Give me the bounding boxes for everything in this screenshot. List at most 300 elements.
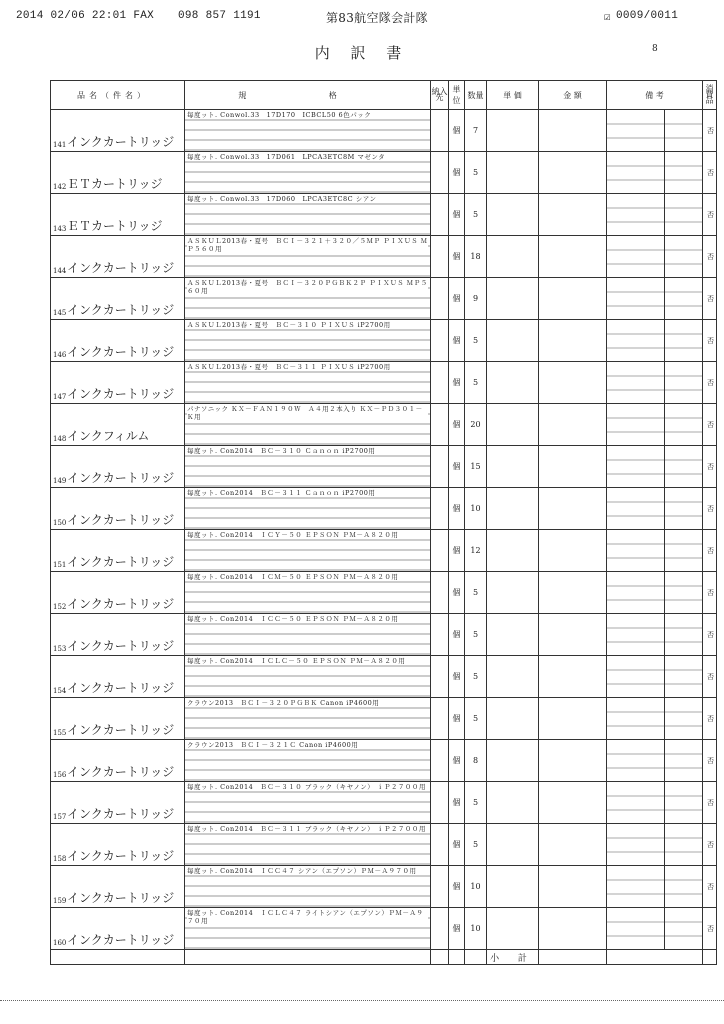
item-amount xyxy=(539,362,607,404)
item-notes-2 xyxy=(665,698,703,740)
item-qty: 10 xyxy=(465,908,487,950)
item-name: インクカートリッジ xyxy=(67,135,175,149)
col-unit: 単位 xyxy=(449,81,465,110)
item-price xyxy=(487,278,539,320)
item-unit: 個 xyxy=(449,866,465,908)
item-notes-2 xyxy=(665,908,703,950)
item-spec: 毎度ット. Con2014 ＢＣ－３１１ Ｃａｎｏｎ iP2700用 xyxy=(187,489,428,497)
item-number: 159 xyxy=(53,897,67,905)
item-name: インクカートリッジ xyxy=(67,723,175,737)
item-price xyxy=(487,614,539,656)
item-notes xyxy=(607,530,665,572)
item-amount xyxy=(539,194,607,236)
item-name-cell xyxy=(51,698,185,740)
item-name-cell xyxy=(51,908,185,950)
item-tax: 否 xyxy=(703,278,717,320)
item-name: インクカートリッジ xyxy=(67,681,175,695)
item-spec: クラウン2013 ＢＣＩ－３２１Ｃ Canon iP4600用 xyxy=(187,741,428,749)
item-qty: 5 xyxy=(465,824,487,866)
item-price xyxy=(487,572,539,614)
item-spec-cell xyxy=(185,530,431,572)
item-name: インクカートリッジ xyxy=(67,387,175,401)
item-spec-cell xyxy=(185,404,431,446)
item-notes-2 xyxy=(665,320,703,362)
item-spec: ＡＳＫＵＬ2013春・夏号 ＢＣＩ－３２１＋３２０／５ＭＰ ＰＩＸＵＳ ＭＰ５６０用 xyxy=(187,237,428,253)
item-amount xyxy=(539,110,607,152)
item-price xyxy=(487,152,539,194)
item-amount xyxy=(539,698,607,740)
item-spec: 毎度ット. Con2014 ＩＣＣ４７ シアン（エプソン）ＰＭ－Ａ９７０用 xyxy=(187,867,428,875)
item-spec: 毎度ット. Con2014 ＢＣ－３１０ ブラック（キヤノン） ｉＰ２７００用 xyxy=(187,783,428,791)
item-name-cell xyxy=(51,782,185,824)
item-amount xyxy=(539,572,607,614)
item-unit: 個 xyxy=(449,824,465,866)
item-price xyxy=(487,488,539,530)
item-spec: 毎度ット. Con2014 ＩＣＣ－５０ ＥＰＳＯＮ ＰＭ－Ａ８２０用 xyxy=(187,615,428,623)
table-row xyxy=(51,488,717,530)
item-unit: 個 xyxy=(449,698,465,740)
item-amount xyxy=(539,656,607,698)
item-name: インクカートリッジ xyxy=(67,345,175,359)
item-amount xyxy=(539,152,607,194)
item-name-cell xyxy=(51,404,185,446)
item-name-cell xyxy=(51,194,185,236)
item-number: 153 xyxy=(53,645,67,653)
item-spec: 毎度ット. Con2014 ＢＣ－３１０ Ｃａｎｏｎ iP2700用 xyxy=(187,447,428,455)
item-delivery xyxy=(431,278,449,320)
item-price xyxy=(487,908,539,950)
table-row xyxy=(51,320,717,362)
item-tax: 否 xyxy=(703,488,717,530)
item-delivery xyxy=(431,152,449,194)
item-spec-cell xyxy=(185,740,431,782)
item-unit: 個 xyxy=(449,362,465,404)
item-amount xyxy=(539,488,607,530)
item-notes-2 xyxy=(665,236,703,278)
item-tax: 否 xyxy=(703,782,717,824)
item-unit: 個 xyxy=(449,446,465,488)
item-spec: 毎度ット. Con2014 ＢＣ－３１１ ブラック（キヤノン） ｉＰ２７００用 xyxy=(187,825,428,833)
item-tax: 否 xyxy=(703,698,717,740)
item-spec: 毎度ット. Con2014 ＩＣＭ－５０ ＥＰＳＯＮ ＰＭ－Ａ８２０用 xyxy=(187,573,428,581)
item-unit: 個 xyxy=(449,614,465,656)
item-notes-2 xyxy=(665,152,703,194)
item-number: 154 xyxy=(53,687,67,695)
item-name: インクカートリッジ xyxy=(67,639,175,653)
item-notes xyxy=(607,320,665,362)
item-name-cell xyxy=(51,278,185,320)
item-tax: 否 xyxy=(703,530,717,572)
item-spec: 毎度ット. Conwol.33 17D060 LPCA3ETC8C シアン xyxy=(187,195,428,203)
item-name: インクカートリッジ xyxy=(67,891,175,905)
item-notes-2 xyxy=(665,194,703,236)
item-spec: 毎度ット. Con2014 ＩＣＬＣ－５０ ＥＰＳＯＮ ＰＭ－Ａ８２０用 xyxy=(187,657,428,665)
item-name: インクカートリッジ xyxy=(67,513,175,527)
subtotal-row xyxy=(51,950,717,965)
item-name-cell xyxy=(51,320,185,362)
table-row xyxy=(51,194,717,236)
item-notes xyxy=(607,572,665,614)
item-amount xyxy=(539,866,607,908)
item-spec: ＡＳＫＵＬ2013春・夏号 ＢＣ－３１０ ＰＩＸＵＳ iP2700用 xyxy=(187,321,428,329)
col-amount: 金 額 xyxy=(539,81,607,110)
item-spec: 毎度ット. Conwol.33 17D170 ICBCL50 6色パック xyxy=(187,111,428,119)
item-delivery xyxy=(431,530,449,572)
item-number: 141 xyxy=(53,141,67,149)
item-notes-2 xyxy=(665,530,703,572)
item-qty: 20 xyxy=(465,404,487,446)
item-unit: 個 xyxy=(449,236,465,278)
col-tiny: 納入先 xyxy=(431,81,449,110)
item-notes-2 xyxy=(665,740,703,782)
item-amount xyxy=(539,236,607,278)
item-qty: 5 xyxy=(465,698,487,740)
item-delivery xyxy=(431,698,449,740)
item-spec: クラウン2013 ＢＣＩ－３２０ＰＧＢＫ Canon iP4600用 xyxy=(187,699,428,707)
item-notes xyxy=(607,908,665,950)
item-amount xyxy=(539,530,607,572)
item-tax: 否 xyxy=(703,866,717,908)
table-row xyxy=(51,614,717,656)
item-unit: 個 xyxy=(449,152,465,194)
item-spec: 毎度ット. Con2014 ＩＣＬＣ４７ ライトシアン（エプソン）ＰＭ－Ａ９７０用 xyxy=(187,909,428,925)
item-tax: 否 xyxy=(703,446,717,488)
item-spec-cell xyxy=(185,110,431,152)
item-delivery xyxy=(431,572,449,614)
item-number: 144 xyxy=(53,267,67,275)
page-number: 8 xyxy=(652,44,658,54)
item-tax: 否 xyxy=(703,194,717,236)
item-number: 143 xyxy=(53,225,67,233)
item-name: インクカートリッジ xyxy=(67,807,175,821)
table-row xyxy=(51,572,717,614)
item-amount xyxy=(539,824,607,866)
item-unit: 個 xyxy=(449,320,465,362)
item-notes-2 xyxy=(665,278,703,320)
item-tax: 否 xyxy=(703,152,717,194)
table-row xyxy=(51,362,717,404)
item-number: 157 xyxy=(53,813,67,821)
item-notes-2 xyxy=(665,866,703,908)
item-spec: 毎度ット. Con2014 ＩＣＹ－５０ ＥＰＳＯＮ ＰＭ－Ａ８２０用 xyxy=(187,531,428,539)
item-notes-2 xyxy=(665,782,703,824)
item-unit: 個 xyxy=(449,572,465,614)
item-tax: 否 xyxy=(703,362,717,404)
item-notes xyxy=(607,656,665,698)
item-name-cell xyxy=(51,530,185,572)
item-amount xyxy=(539,320,607,362)
item-name: インクカートリッジ xyxy=(67,261,175,275)
item-tax: 否 xyxy=(703,740,717,782)
item-price xyxy=(487,530,539,572)
item-spec-cell xyxy=(185,278,431,320)
item-unit: 個 xyxy=(449,110,465,152)
col-spec: 規 格 xyxy=(185,81,431,110)
item-notes-2 xyxy=(665,404,703,446)
col-price: 単 価 xyxy=(487,81,539,110)
item-price xyxy=(487,656,539,698)
item-spec-cell xyxy=(185,908,431,950)
item-tax: 否 xyxy=(703,656,717,698)
table-header xyxy=(51,81,717,110)
item-notes xyxy=(607,362,665,404)
table-row xyxy=(51,404,717,446)
item-notes xyxy=(607,152,665,194)
item-delivery xyxy=(431,404,449,446)
fax-sender: 第83航空隊会計隊 xyxy=(326,11,428,25)
item-amount xyxy=(539,740,607,782)
item-delivery xyxy=(431,824,449,866)
item-name: インクカートリッジ xyxy=(67,597,175,611)
item-delivery xyxy=(431,614,449,656)
item-number: 148 xyxy=(53,435,67,443)
table-row xyxy=(51,866,717,908)
item-name-cell xyxy=(51,614,185,656)
item-notes-2 xyxy=(665,824,703,866)
item-unit: 個 xyxy=(449,656,465,698)
col-notes: 備 考 xyxy=(607,81,703,110)
item-price xyxy=(487,782,539,824)
item-notes xyxy=(607,278,665,320)
item-delivery xyxy=(431,656,449,698)
item-unit: 個 xyxy=(449,404,465,446)
item-amount xyxy=(539,278,607,320)
item-tax: 否 xyxy=(703,614,717,656)
item-name-cell xyxy=(51,110,185,152)
item-qty: 5 xyxy=(465,572,487,614)
item-number: 150 xyxy=(53,519,67,527)
item-spec: ＡＳＫＵＬ2013春・夏号 ＢＣ－３１１ ＰＩＸＵＳ iP2700用 xyxy=(187,363,428,371)
item-notes xyxy=(607,110,665,152)
table-row xyxy=(51,236,717,278)
item-price xyxy=(487,320,539,362)
item-notes xyxy=(607,446,665,488)
item-notes xyxy=(607,404,665,446)
item-amount xyxy=(539,782,607,824)
item-delivery xyxy=(431,782,449,824)
item-notes-2 xyxy=(665,656,703,698)
item-tax: 否 xyxy=(703,908,717,950)
item-name-cell xyxy=(51,362,185,404)
item-tax: 否 xyxy=(703,320,717,362)
fax-page: 0009/0011 xyxy=(616,10,679,22)
item-qty: 10 xyxy=(465,488,487,530)
item-price xyxy=(487,740,539,782)
item-unit: 個 xyxy=(449,740,465,782)
item-name-cell xyxy=(51,488,185,530)
item-price xyxy=(487,236,539,278)
col-tax: 消費品 xyxy=(703,81,717,110)
fax-header xyxy=(0,10,724,28)
item-price xyxy=(487,698,539,740)
item-price xyxy=(487,362,539,404)
item-amount xyxy=(539,614,607,656)
item-delivery xyxy=(431,320,449,362)
item-name-cell xyxy=(51,572,185,614)
item-name-cell xyxy=(51,740,185,782)
item-unit: 個 xyxy=(449,278,465,320)
item-delivery xyxy=(431,446,449,488)
col-qty: 数量 xyxy=(465,81,487,110)
item-number: 156 xyxy=(53,771,67,779)
item-notes xyxy=(607,194,665,236)
item-amount xyxy=(539,404,607,446)
item-unit: 個 xyxy=(449,782,465,824)
item-spec-cell xyxy=(185,446,431,488)
item-price xyxy=(487,866,539,908)
table-row xyxy=(51,782,717,824)
item-notes-2 xyxy=(665,446,703,488)
item-spec-cell xyxy=(185,866,431,908)
item-name-cell xyxy=(51,866,185,908)
item-qty: 5 xyxy=(465,152,487,194)
item-qty: 12 xyxy=(465,530,487,572)
item-delivery xyxy=(431,740,449,782)
item-notes xyxy=(607,614,665,656)
col-name: 品名（件名） xyxy=(51,81,185,110)
item-number: 155 xyxy=(53,729,67,737)
item-notes xyxy=(607,740,665,782)
item-name: インクフィルム xyxy=(67,429,150,443)
fax-datetime: 2014 02/06 22:01 FAX xyxy=(16,10,155,22)
item-name-cell xyxy=(51,236,185,278)
item-qty: 5 xyxy=(465,362,487,404)
fax-number: 098 857 1191 xyxy=(178,10,261,22)
item-tax: 否 xyxy=(703,572,717,614)
item-tax: 否 xyxy=(703,110,717,152)
table-row xyxy=(51,530,717,572)
item-spec-cell xyxy=(185,236,431,278)
table-row xyxy=(51,152,717,194)
table-row xyxy=(51,656,717,698)
item-notes-2 xyxy=(665,614,703,656)
fax-page-icon: ☑ xyxy=(604,12,611,24)
item-name: ＥＴカートリッジ xyxy=(67,219,163,233)
item-spec: 毎度ット. Conwol.33 17D061 LPCA3ETC8M マゼンタ xyxy=(187,153,428,161)
item-notes xyxy=(607,698,665,740)
item-qty: 5 xyxy=(465,656,487,698)
item-notes xyxy=(607,866,665,908)
item-qty: 5 xyxy=(465,194,487,236)
item-number: 146 xyxy=(53,351,67,359)
item-name-cell xyxy=(51,824,185,866)
item-spec-cell xyxy=(185,320,431,362)
item-price xyxy=(487,110,539,152)
item-number: 142 xyxy=(53,183,67,191)
item-qty: 5 xyxy=(465,614,487,656)
item-qty: 7 xyxy=(465,110,487,152)
item-notes-2 xyxy=(665,572,703,614)
item-notes-2 xyxy=(665,110,703,152)
item-qty: 9 xyxy=(465,278,487,320)
item-tax: 否 xyxy=(703,824,717,866)
item-number: 151 xyxy=(53,561,67,569)
item-qty: 15 xyxy=(465,446,487,488)
item-qty: 18 xyxy=(465,236,487,278)
item-notes xyxy=(607,488,665,530)
item-spec-cell xyxy=(185,152,431,194)
item-name-cell xyxy=(51,152,185,194)
item-amount xyxy=(539,446,607,488)
item-delivery xyxy=(431,236,449,278)
item-price xyxy=(487,446,539,488)
item-delivery xyxy=(431,488,449,530)
item-delivery xyxy=(431,362,449,404)
item-tax: 否 xyxy=(703,236,717,278)
table-row xyxy=(51,824,717,866)
item-name: ＥＴカートリッジ xyxy=(67,177,163,191)
subtotal-label: 小 計 xyxy=(487,950,539,965)
item-notes xyxy=(607,782,665,824)
item-spec-cell xyxy=(185,824,431,866)
item-price xyxy=(487,194,539,236)
item-number: 147 xyxy=(53,393,67,401)
item-spec-cell xyxy=(185,572,431,614)
item-qty: 5 xyxy=(465,320,487,362)
item-amount xyxy=(539,908,607,950)
item-delivery xyxy=(431,110,449,152)
breakdown-table xyxy=(50,80,717,965)
item-qty: 8 xyxy=(465,740,487,782)
item-delivery xyxy=(431,866,449,908)
item-name-cell xyxy=(51,446,185,488)
item-number: 152 xyxy=(53,603,67,611)
item-spec-cell xyxy=(185,488,431,530)
item-spec-cell xyxy=(185,782,431,824)
item-spec-cell xyxy=(185,656,431,698)
item-qty: 10 xyxy=(465,866,487,908)
item-notes-2 xyxy=(665,362,703,404)
item-tax: 否 xyxy=(703,404,717,446)
item-spec-cell xyxy=(185,614,431,656)
item-price xyxy=(487,404,539,446)
item-name: インクカートリッジ xyxy=(67,765,175,779)
item-delivery xyxy=(431,908,449,950)
item-number: 160 xyxy=(53,939,67,947)
item-spec: パナソニック ＫＸ－ＦＡＮ１９０Ｗ Ａ４用２本入り ＫＸ－ＰＤ３０１－Ｋ用 xyxy=(187,405,428,421)
item-unit: 個 xyxy=(449,488,465,530)
item-price xyxy=(487,824,539,866)
item-name-cell xyxy=(51,656,185,698)
item-number: 158 xyxy=(53,855,67,863)
item-spec-cell xyxy=(185,698,431,740)
item-qty: 5 xyxy=(465,782,487,824)
item-name: インクカートリッジ xyxy=(67,471,175,485)
item-unit: 個 xyxy=(449,194,465,236)
table-row xyxy=(51,278,717,320)
item-name: インクカートリッジ xyxy=(67,303,175,317)
item-name: インクカートリッジ xyxy=(67,933,175,947)
table-row xyxy=(51,698,717,740)
item-unit: 個 xyxy=(449,530,465,572)
item-number: 149 xyxy=(53,477,67,485)
table-row xyxy=(51,740,717,782)
item-notes xyxy=(607,236,665,278)
item-notes-2 xyxy=(665,488,703,530)
item-spec-cell xyxy=(185,362,431,404)
item-delivery xyxy=(431,194,449,236)
item-name: インクカートリッジ xyxy=(67,555,175,569)
item-spec-cell xyxy=(185,194,431,236)
document-title: 内 訳 書 xyxy=(314,44,410,62)
table-row xyxy=(51,908,717,950)
item-name: インクカートリッジ xyxy=(67,849,175,863)
table-row xyxy=(51,446,717,488)
item-unit: 個 xyxy=(449,908,465,950)
item-notes xyxy=(607,824,665,866)
scan-edge xyxy=(0,1000,724,1002)
table-row xyxy=(51,110,717,152)
